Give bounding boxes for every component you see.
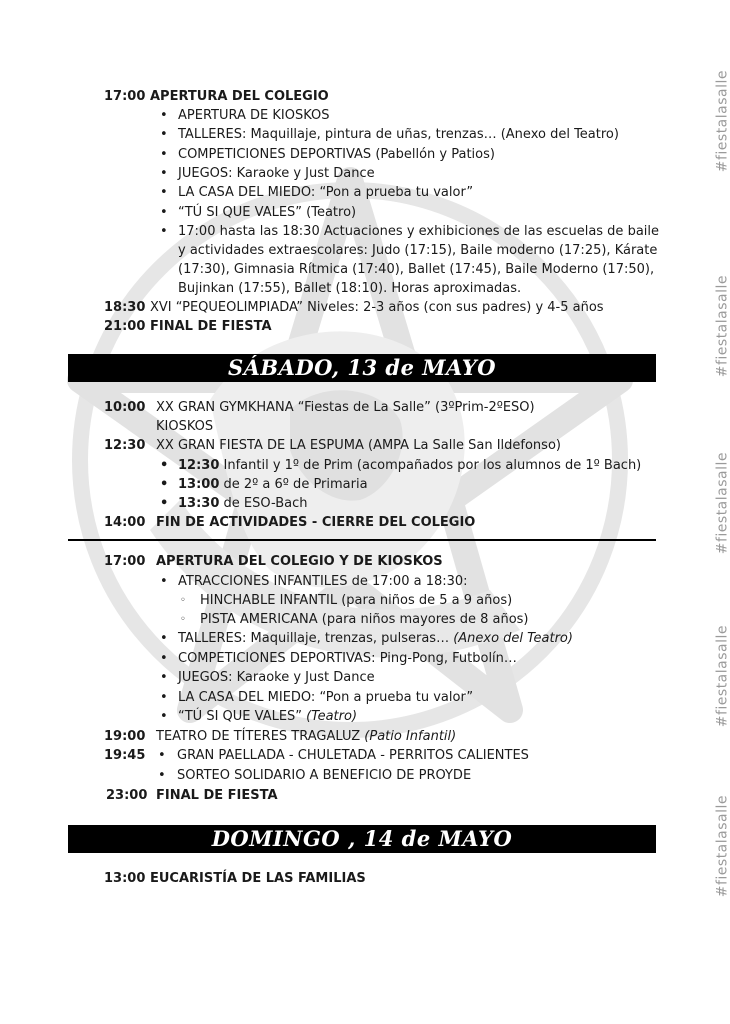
schedule-row: [0, 786, 724, 805]
sunday-banner: DOMINGO , 14 de MAYO: [68, 825, 656, 853]
section-divider: [68, 539, 656, 541]
event-title: FINAL DE FIESTA: [150, 319, 272, 334]
bullet: •: [160, 166, 168, 181]
time-label: 13:00: [104, 871, 146, 886]
list-item: • 13:30 de ESO-Bach: [160, 496, 308, 511]
bullet: •: [160, 185, 168, 200]
event-title: XX GRAN FIESTA DE LA ESPUMA (AMPA La Salle San Ildefonso): [156, 438, 561, 453]
list-item: • SORTEO SOLIDARIO A BENEFICIO DE PROYDE: [158, 768, 472, 783]
bullet: •: [160, 147, 168, 162]
list-item: • 12:30 Infantil y 1º de Prim (acompañados por los alumnos de 1º Bach): [160, 458, 642, 473]
list-item-continued: (17:30), Gimnasia Rítmica (17:40), Ballet (17:45), Baile Moderno (17:50),: [178, 262, 655, 277]
event-title: FINAL DE FIESTA: [156, 788, 278, 803]
list-item: • JUEGOS: Karaoke y Just Dance: [160, 166, 375, 181]
side-hashtag: #fiestalasalle: [714, 452, 730, 555]
side-hashtag: #fiestalasalle: [714, 795, 730, 898]
event-title: FIN DE ACTIVIDADES - CIERRE DEL COLEGIO: [156, 515, 476, 530]
time-label: 18:30: [104, 300, 146, 315]
list-item-continued: y actividades extraescolares: Judo (17:15), Baile moderno (17:25), Kárate: [178, 243, 658, 258]
bullet: •: [160, 205, 168, 220]
time-label: 17:00: [104, 554, 146, 569]
bullet: •: [158, 748, 166, 763]
bullet: •: [160, 496, 169, 511]
sub-bullet: ◦: [180, 614, 186, 625]
sub-bullet: ◦: [180, 595, 186, 606]
list-item: • TALLERES: Maquillaje, trenzas, pulseras… (Anexo del Teatro): [160, 631, 573, 646]
event-title: XX GRAN GYMKHANA “Fiestas de La Salle” (3ºPrim-2ºESO): [156, 400, 535, 415]
schedule-row: [0, 869, 724, 888]
list-item: • “TÚ SI QUE VALES” (Teatro): [160, 205, 357, 220]
schedule-row: 19:00 TEATRO DE TÍTERES TRAGALUZ (Patio Infantil): [104, 729, 457, 744]
list-item: • “TÚ SI QUE VALES” (Teatro): [160, 709, 358, 724]
bullet: •: [160, 651, 168, 666]
list-item: • 17:00 hasta las 18:30 Actuaciones y exhibiciones de las escuelas de baile: [160, 224, 660, 239]
schedule-row: [0, 513, 724, 532]
time-label: 14:00: [104, 515, 146, 530]
event-title: APERTURA DEL COLEGIO Y DE KIOSKOS: [156, 554, 443, 569]
list-item: • TALLERES: Maquillaje, pintura de uñas, trenzas… (Anexo del Teatro): [160, 127, 619, 142]
list-item: • ATRACCIONES INFANTILES de 17:00 a 18:30:: [160, 574, 468, 589]
event-title: EUCARISTÍA DE LAS FAMILIAS: [150, 871, 366, 886]
list-item: • JUEGOS: Karaoke y Just Dance: [160, 670, 375, 685]
bullet: •: [160, 709, 168, 724]
schedule-row: [0, 317, 724, 336]
list-item: • APERTURA DE KIOSKOS: [160, 108, 330, 123]
time-label: 17:00: [104, 89, 146, 104]
bullet: •: [160, 108, 168, 123]
bullet: •: [158, 768, 166, 783]
sub-list-item: ◦ PISTA AMERICANA (para niños mayores de 8 años): [180, 612, 529, 627]
list-item: • LA CASA DEL MIEDO: “Pon a prueba tu valor”: [160, 690, 474, 705]
schedule-row: [0, 436, 724, 455]
time-label: 19:45: [104, 748, 146, 763]
side-hashtag: #fiestalasalle: [714, 70, 730, 173]
bullet: •: [160, 224, 168, 239]
bullet: •: [160, 127, 168, 142]
schedule-row: [0, 398, 724, 417]
sub-list-item: ◦ HINCHABLE INFANTIL (para niños de 5 a 9 años): [180, 593, 513, 608]
bullet: •: [160, 631, 168, 646]
list-item: • LA CASA DEL MIEDO: “Pon a prueba tu valor”: [160, 185, 474, 200]
list-item-continued: Bujinkan (17:55), Ballet (18:10). Horas aproximadas.: [178, 281, 522, 296]
bullet: •: [160, 458, 169, 473]
list-item: • COMPETICIONES DEPORTIVAS (Pabellón y Patios): [160, 147, 495, 162]
time-label: 23:00: [106, 788, 148, 803]
bullet: •: [160, 574, 168, 589]
bullet: •: [160, 477, 169, 492]
time-label: 12:30: [104, 438, 146, 453]
time-label: 19:00: [104, 729, 146, 744]
schedule-row: 19:45 • GRAN PAELLADA - CHULETADA - PERRITOS CALIENTES: [104, 748, 529, 763]
schedule-row: [0, 87, 724, 106]
time-label: 10:00: [104, 400, 146, 415]
event-line: KIOSKOS: [156, 419, 214, 434]
side-hashtag: #fiestalasalle: [714, 625, 730, 728]
event-title: APERTURA DEL COLEGIO: [150, 89, 329, 104]
bullet: •: [160, 670, 168, 685]
list-item: • 13:00 de 2º a 6º de Primaria: [160, 477, 368, 492]
schedule-row: [0, 298, 724, 317]
event-title: XVI “PEQUEOLIMPIADA” Niveles: 2-3 años (con sus padres) y 4-5 años: [150, 300, 604, 315]
time-label: 21:00: [104, 319, 146, 334]
bullet: •: [160, 690, 168, 705]
side-hashtag: #fiestalasalle: [714, 275, 730, 378]
list-item: • COMPETICIONES DEPORTIVAS: Ping-Pong, Futbolín…: [160, 651, 517, 666]
schedule-row: [0, 552, 724, 571]
saturday-banner: SÁBADO, 13 de MAYO: [68, 354, 656, 382]
